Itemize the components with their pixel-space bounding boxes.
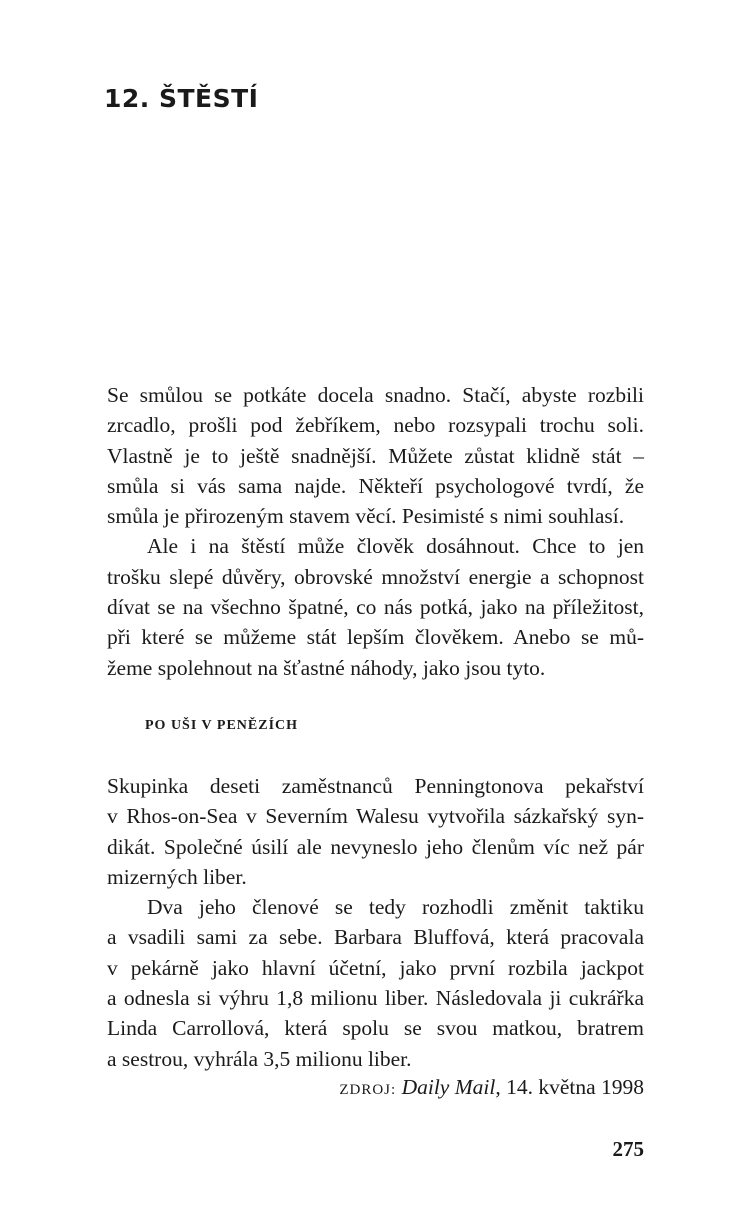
- text-line: Ale i na štěstí může člověk dosáhnout. Chce to jen: [147, 534, 644, 559]
- text-line: mizerných liber.: [107, 864, 247, 889]
- text-line: žeme spolehnout na šťastné náhody, jako jsou tyto.: [107, 655, 546, 680]
- chapter-title: 12. ŠTĚSTÍ: [104, 84, 259, 113]
- text-line: Skupinka deseti zaměstnanců Penningtonova pekařství: [107, 774, 644, 798]
- text-line: a odnesla si výhru 1,8 milionu liber. Následovala ji cukrářka: [107, 986, 644, 1011]
- section-heading: PO UŠI V PENĚZÍCH: [145, 718, 299, 733]
- text-line: v Rhos-on-Sea v Severním Walesu vytvořila sázkařský syn-: [107, 804, 644, 829]
- source-publication: Daily Mail: [401, 1075, 496, 1099]
- text-line: dívat se na všechno špatné, co nás potká, jako na příležitost,: [107, 595, 644, 620]
- page-number: 275: [612, 1137, 644, 1161]
- source-label: ZDROJ:: [339, 1082, 397, 1098]
- text-line: při které se můžeme stát lepším člověkem. Anebo se mů-: [107, 625, 644, 650]
- text-line: Linda Carrollová, která spolu se svou matkou, bratrem: [107, 1016, 644, 1041]
- story-text: [107, 771, 644, 1074]
- text-line: smůla je přirozeným stavem věcí. Pesimisté s nimi souhlasí.: [107, 504, 625, 529]
- intro-text: [107, 380, 644, 683]
- text-line: Dva jeho členové se tedy rozhodli změnit taktiku: [147, 895, 644, 920]
- text-line: a vsadili sami za sebe. Barbara Bluffová, která pracovala: [107, 925, 644, 950]
- text-line: dikát. Společné úsilí ale nevyneslo jeho členům víc než pár: [107, 834, 644, 859]
- text-line: Vlastně je to ještě snadnější. Můžete zůstat klidně stát –: [107, 443, 644, 468]
- text-line: a sestrou, vyhrála 3,5 milionu liber.: [107, 1046, 412, 1071]
- source-citation: [339, 1075, 644, 1100]
- text-line: smůla si vás sama najde. Někteří psychologové tvrdí, že: [107, 473, 644, 498]
- text-line: Se smůlou se potkáte docela snadno. Stačí, abyste rozbili: [107, 383, 644, 407]
- source-date: , 14. května 1998: [495, 1075, 644, 1099]
- text-line: v pekárně jako hlavní účetní, jako první rozbila jackpot: [107, 955, 644, 980]
- text-line: trošku slepé důvěry, obrovské množství energie a schopnost: [107, 564, 644, 589]
- text-line: zrcadlo, prošli pod žebříkem, nebo rozsypali trochu soli.: [107, 413, 644, 438]
